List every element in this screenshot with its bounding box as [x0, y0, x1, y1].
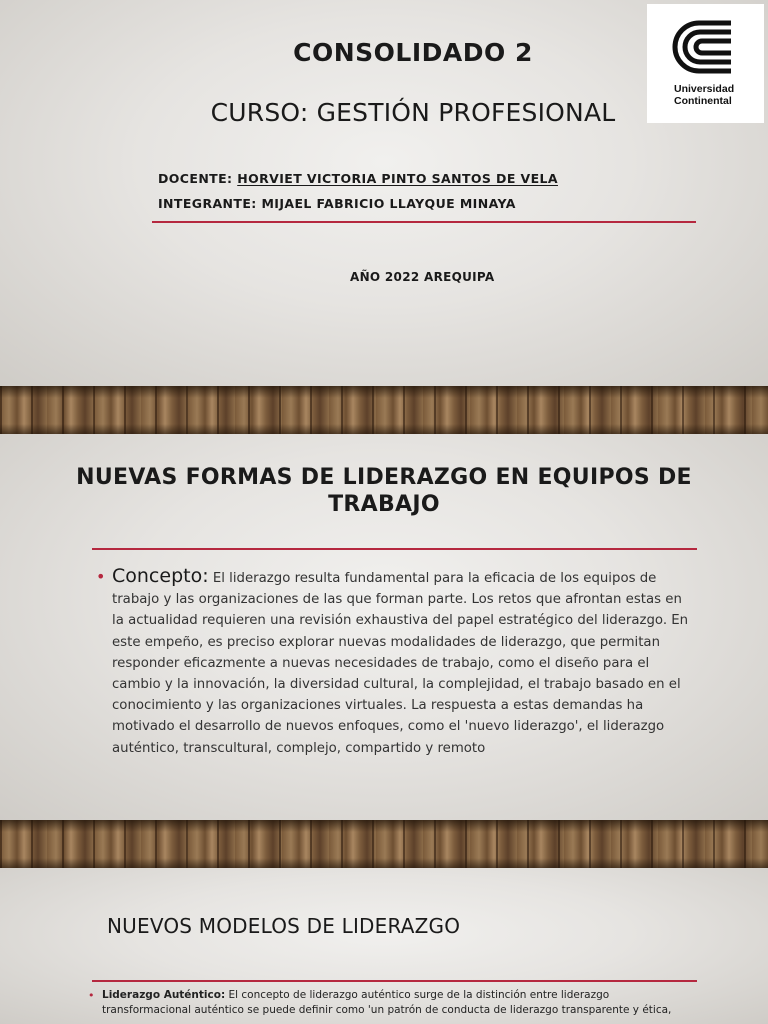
integrante-line	[158, 196, 516, 211]
divider-rule	[152, 221, 696, 223]
continental-c-logo-icon	[669, 17, 741, 77]
logo-wordmark: Universidad Continental	[674, 83, 735, 107]
bullet-dot-icon: •	[96, 567, 106, 586]
concept-heading: NUEVAS FORMAS DE LIDERAZGO EN EQUIPOS DE TRABAJO	[76, 465, 692, 517]
divider-rule	[92, 548, 697, 550]
slide-title	[0, 0, 768, 386]
university-logo	[647, 4, 764, 123]
bullet-lead: Liderazgo Auténtico:	[102, 989, 226, 1001]
wood-floor-band	[0, 386, 768, 434]
divider-rule	[92, 980, 697, 982]
bullet-lead: Concepto:	[112, 565, 209, 587]
concept-bullet	[96, 566, 696, 759]
integrante-label: INTEGRANTE:	[158, 196, 257, 211]
slide-concept	[0, 434, 768, 820]
models-heading: NUEVOS MODELOS DE LIDERAZGO	[107, 914, 461, 938]
bullet-body: El concepto de liderazgo auténtico surge de la distinción entre liderazgo transformacional auténtico se puede definir como 'un patrón de conducta de liderazgo transparente y ética,	[102, 989, 672, 1016]
docente-label: DOCENTE:	[158, 171, 233, 186]
slide-title-heading: CONSOLIDADO 2	[293, 38, 533, 67]
docente-name: HORVIET VICTORIA PINTO SANTOS DE VELA	[237, 171, 558, 186]
integrante-name: MIJAEL FABRICIO LLAYQUE MINAYA	[261, 196, 516, 211]
docente-line	[158, 171, 558, 186]
bullet-dot-icon: •	[88, 989, 95, 1002]
slide-models	[0, 868, 768, 1024]
models-bullet	[88, 988, 688, 1018]
bullet-body: El liderazgo resulta fundamental para la eficacia de los equipos de trabajo y las organizaciones de las que forman parte. Los retos que afrontan estas en la actualidad requieren una revisión exhaustiva del papel estratégico del liderazgo. En este empeño, es preciso explorar nuevas modalidades de liderazgo, que permitan responder eficazmente a nuevas necesidades de trabajo, como el diseño para el cambio y la innovación, la diversidad cultural, la complejidad, el trabajo basado en el conocimiento y las organizaciones virtuales. La respuesta a estas demandas ha motivado el desarrollo de nuevos enfoques, como el 'nuevo liderazgo', el liderazgo auténtico, transcultural, complejo, compartido y remoto	[112, 571, 689, 756]
year-city: AÑO 2022 AREQUIPA	[350, 270, 495, 284]
course-title: CURSO: GESTIÓN PROFESIONAL	[210, 98, 616, 127]
wood-floor-band	[0, 820, 768, 868]
